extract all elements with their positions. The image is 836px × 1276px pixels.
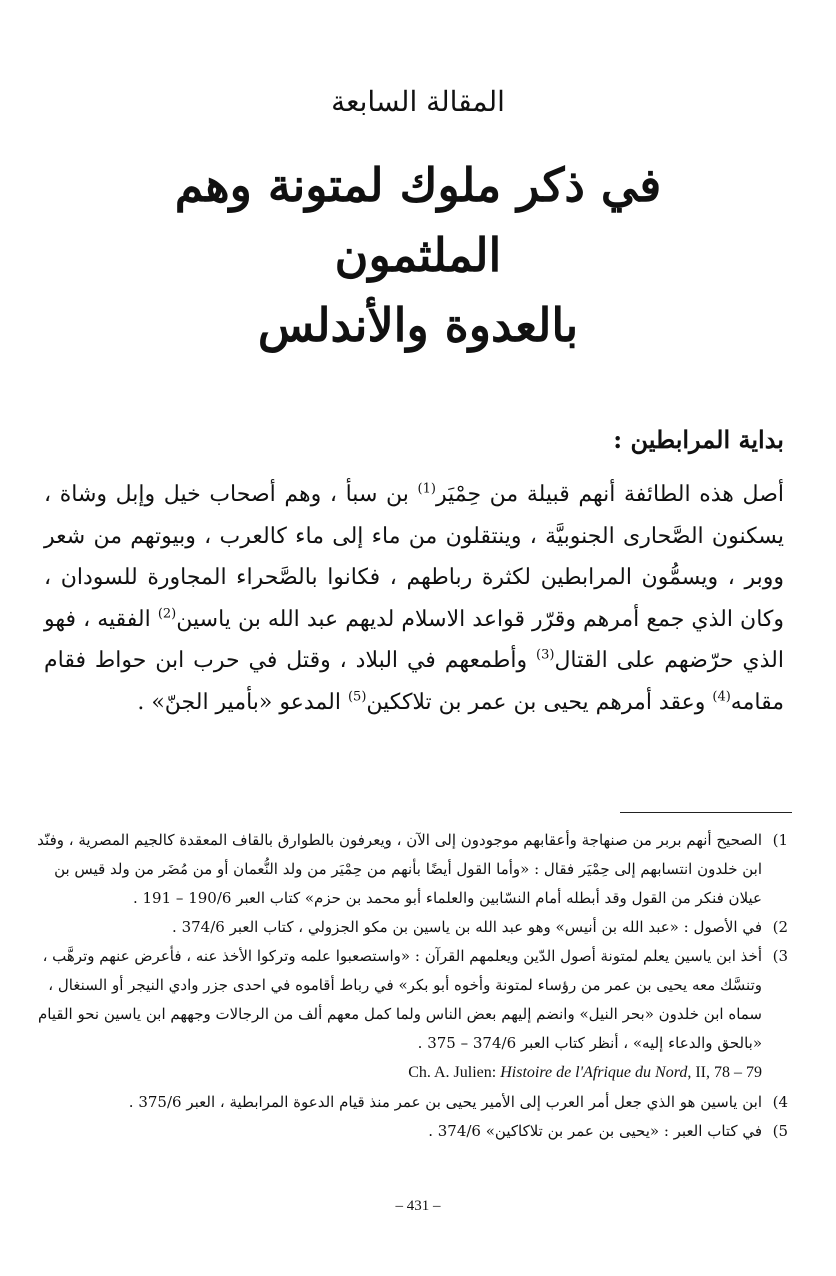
footnote-text: أخذ ابن ياسين يعلم لمتونة أصول الدّين ويعلمهم القرآن : «واستصعبوا علمه وتركوا الأخذ عنه ، فأعرض عنهم وترهَّب ، وتنسَّك معه يحيى بن عمر من رؤساء لمتونة وأخوه أبو بكر» في رباط أقاموه في احدى جزر وادي النيجر أو السنغال ، سماه ابن خلدون «بحر النيل» وانضم إليهم بعض الناس ولما كمل معهم ألف من الرجالات وجههم ابن ياسين نحو القيام «بالحق والدعاء إليه» ، أنظر كتاب العبر 374/6 – 375 . [37,947,762,1052]
footnote-number: 5) [772,1122,788,1140]
text-segment-1: أصل هذه الطائفة أنهم قبيلة من حِمْيَر [435,482,784,507]
footnote-5 [36,1117,788,1146]
text-segment-6: المدعو «بأمير الجنّ» . [137,689,348,715]
chapter-label: المقالة السابعة [331,85,505,118]
footnote-ref-2: (2) [157,606,177,622]
page-number: – 431 – [395,1198,441,1214]
footnote-3 [36,942,788,1058]
footnote-number: 1) [772,831,788,849]
footnote-number: 2) [772,918,788,936]
text-segment-2: بن سبأ ، وهم أصحاب خيل وإبل وشاة ، يسكنون الصَّحارى الجنوبيَّة ، وينتقلون من ماء إلى ماء كالعرب ، وبيوتهم من شعر ووبر ، ويسمُّون المرابطين لكثرة رباطهم ، فكانوا بالصَّحراء المجاورة للسودان ، وكان الذي جمع أمرهم وقرّر قواعد الاسلام لديهم عبد الله بن ياسين [44,482,785,632]
text-segment-5: وعقد أمرهم يحيى بن عمر بن تلاككين [366,689,713,715]
footnote-number: 4) [772,1093,788,1111]
footnote-ref-1: (1) [417,481,436,497]
paragraph-text [44,474,784,723]
footnote-number: 3) [772,947,788,965]
footnote-2 [36,913,788,942]
footnote-ref-4: (4) [712,689,731,705]
text-segment-3: الفقيه ، فهو الذي حرّضهم على القتال [44,606,784,673]
chapter-title [100,150,736,360]
citation-reference: , II, 78 – 79 [687,1064,762,1081]
footnote-separator [620,812,792,813]
text-segment-4: وأطمعهم في البلاد ، وقتل في حرب ابن حواط فقام مقامه [44,648,784,715]
footnote-text: الصحيح أنهم بربر من صنهاجة وأعقابهم موجودون إلى الآن ، ويعرفون بالطوارق بالقاف المعقدة كالجيم المصرية ، وفنّد ابن خلدون انتسابهم إلى حِمْيَر فقال : «وأما القول أيضًا بأنهم من حِمْيَر من ولد النُّعمان أو من مُضَر من ولد قيس بن عيلان فنكر من القول وقد أبطله أمام النسّابين والعلماء أبو محمد بن حزم» كتاب العبر 190/6 – 191 . [37,831,762,907]
footnote-ref-5: (5) [347,689,367,705]
citation-author: Ch. A. Julien [408,1064,492,1081]
chapter-title-line-2: بالعدوة والأندلس [257,298,579,352]
citation-separator: : [491,1064,501,1081]
chapter-title-line-1: في ذكر ملوك لمتونة وهم الملثمون [174,158,662,282]
section-heading: بداية المرابطين : [613,425,784,454]
footnote-text: في الأصول : «عبد الله بن أنيس» وهو عبد الله بن ياسين بن مكو الجزولي ، كتاب العبر 374/6 . [172,918,762,936]
citation-title: Histoire de l'Afrique du Nord [500,1064,688,1081]
body-paragraph [44,474,784,723]
footnote-1 [36,826,788,913]
footnote-4 [36,1088,788,1117]
latin-citation [36,1058,788,1088]
footnote-ref-3: (3) [536,647,555,663]
footnotes [36,826,788,1146]
footnote-text: ابن ياسين هو الذي جعل أمر العرب إلى الأمير يحيى بن عمر منذ قيام الدعوة المرابطية ، العبر 375/6 . [128,1093,762,1111]
footnote-text: في كتاب العبر : «يحيى بن عمر بن تلاكاكين» 374/6 . [428,1122,762,1140]
